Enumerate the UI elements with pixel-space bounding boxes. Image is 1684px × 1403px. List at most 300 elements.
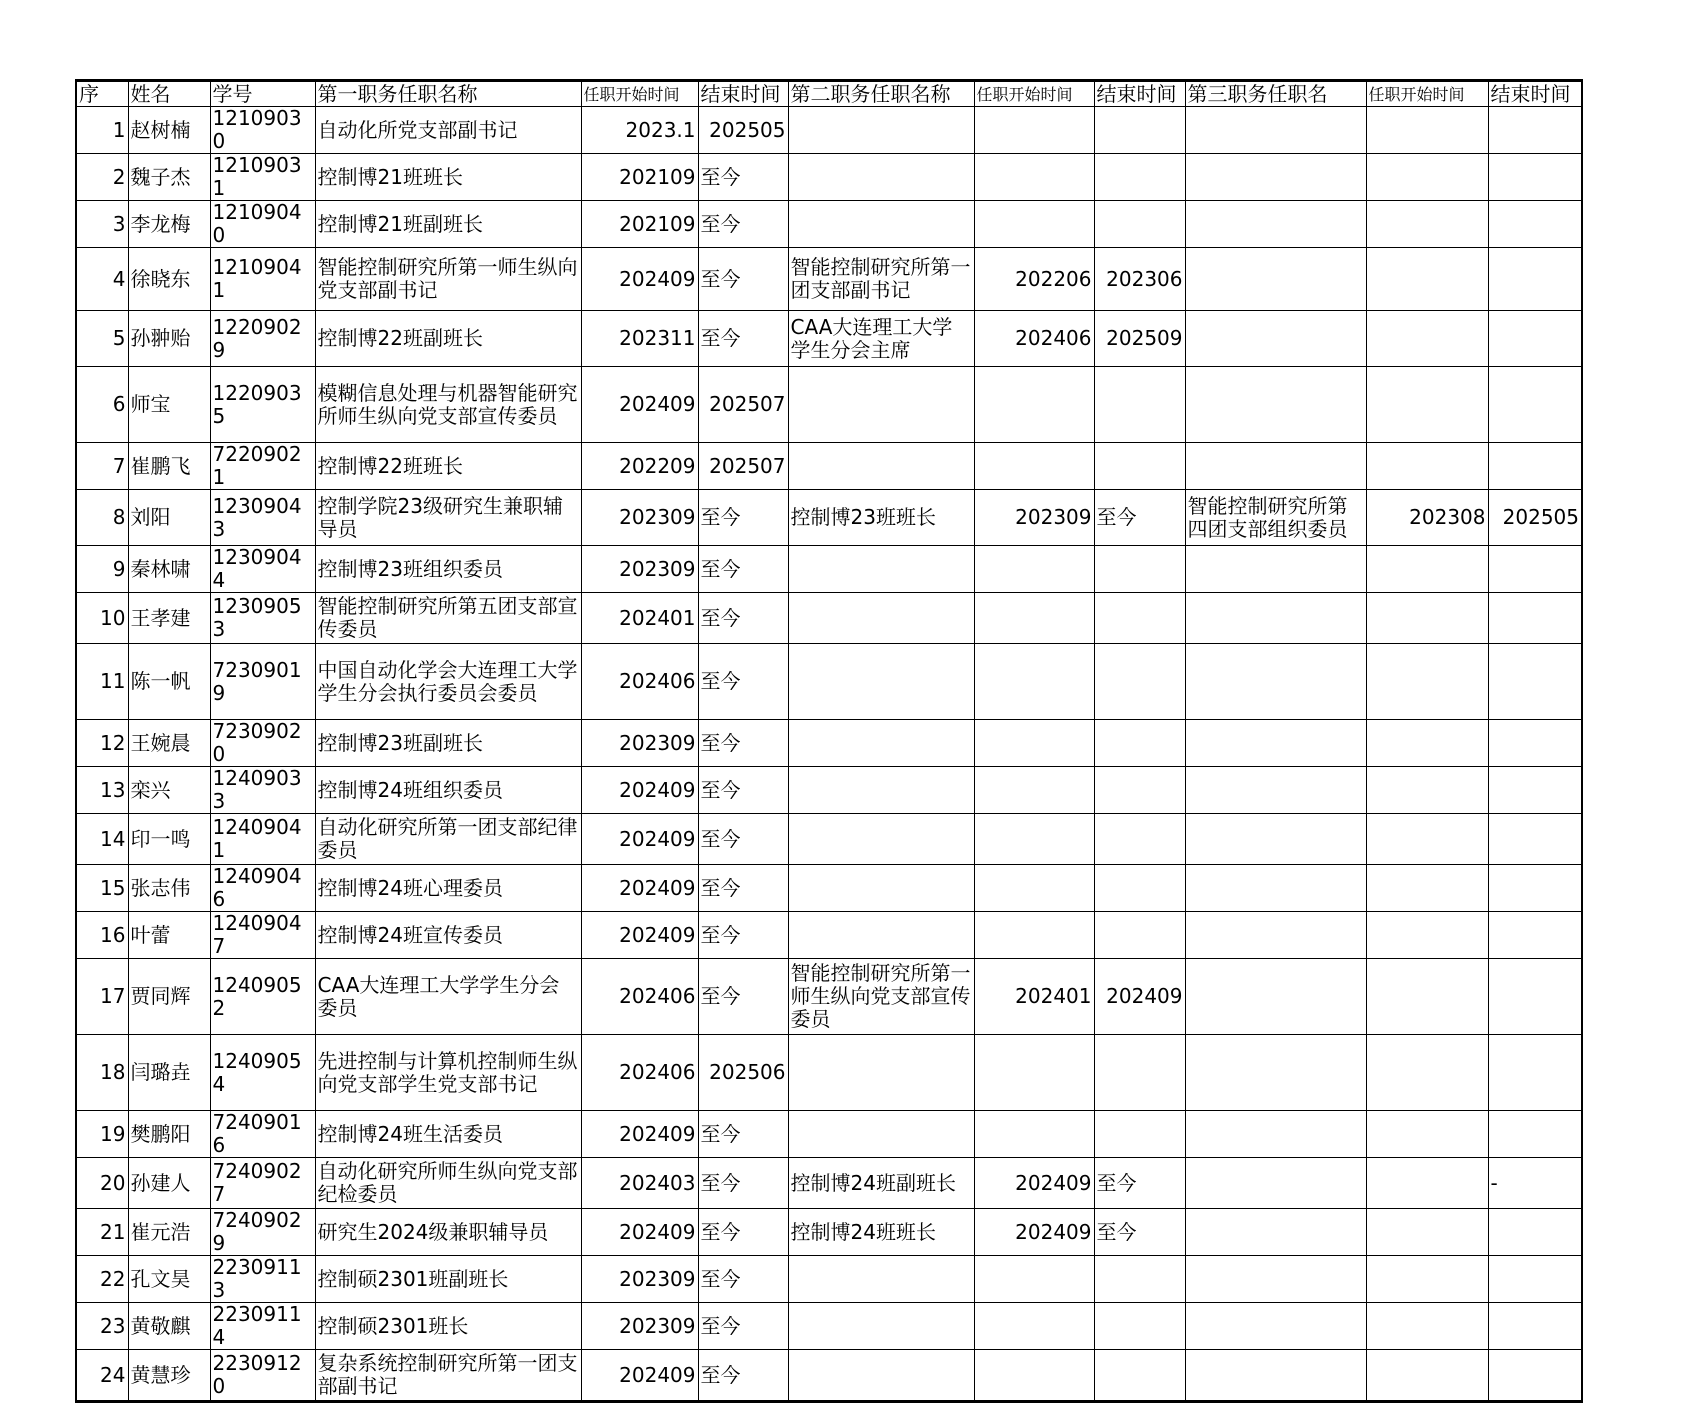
cell-duty2-title <box>788 1111 974 1158</box>
cell-duty1-title: 自动化所党支部副书记 <box>315 107 581 154</box>
cell-duty1-title: 中国自动化学会大连理工大学学生分会执行委员会委员 <box>315 644 581 720</box>
cell-duty1-end: 202506 <box>698 1035 788 1111</box>
cell-duty2-end <box>1094 367 1185 443</box>
cell-index: 15 <box>76 865 128 912</box>
cell-duty1-title: 控制硕2301班副班长 <box>315 1256 581 1303</box>
cell-duty1-start: 202409 <box>581 912 698 959</box>
cell-name: 孙翀贻 <box>128 311 210 367</box>
cell-duty1-end: 至今 <box>698 1350 788 1402</box>
cell-duty1-end: 至今 <box>698 720 788 767</box>
cell-index: 5 <box>76 311 128 367</box>
cell-duty1-start: 202309 <box>581 1303 698 1350</box>
header-duty1-title: 第一职务任职名称 <box>315 81 581 107</box>
cell-duty2-start <box>974 1350 1094 1402</box>
cell-student-id: 12109030 <box>210 107 315 154</box>
cell-duty2-end: 202509 <box>1094 311 1185 367</box>
cell-student-id: 72409029 <box>210 1209 315 1256</box>
cell-student-id: 12409054 <box>210 1035 315 1111</box>
cell-duty3-end <box>1488 720 1582 767</box>
cell-duty3-title <box>1185 248 1366 311</box>
cell-duty2-end: 202409 <box>1094 959 1185 1035</box>
cell-duty1-start: 202409 <box>581 367 698 443</box>
table-row <box>76 865 1582 912</box>
cell-duty2-start <box>974 767 1094 814</box>
cell-duty1-end: 202507 <box>698 367 788 443</box>
cell-duty2-title <box>788 546 974 593</box>
cell-duty1-start: 202311 <box>581 311 698 367</box>
cell-index: 17 <box>76 959 128 1035</box>
table-row <box>76 443 1582 490</box>
cell-duty1-start: 202409 <box>581 1350 698 1402</box>
cell-duty1-end: 至今 <box>698 311 788 367</box>
cell-index: 11 <box>76 644 128 720</box>
cell-duty1-start: 202109 <box>581 201 698 248</box>
cell-duty2-end <box>1094 1111 1185 1158</box>
cell-duty1-end: 至今 <box>698 593 788 644</box>
cell-duty3-end: 202505 <box>1488 490 1582 546</box>
cell-duty2-start <box>974 865 1094 912</box>
cell-student-id: 12309043 <box>210 490 315 546</box>
cell-duty3-end <box>1488 1303 1582 1350</box>
table-row <box>76 644 1582 720</box>
cell-index: 21 <box>76 1209 128 1256</box>
table-row <box>76 1256 1582 1303</box>
cell-duty1-start: 202409 <box>581 767 698 814</box>
cell-duty3-end <box>1488 1111 1582 1158</box>
table-row <box>76 1209 1582 1256</box>
table-row <box>76 546 1582 593</box>
cell-duty3-start <box>1366 1111 1488 1158</box>
cell-duty2-end <box>1094 1035 1185 1111</box>
cell-duty3-end <box>1488 1035 1582 1111</box>
cell-duty2-title <box>788 367 974 443</box>
table-row <box>76 912 1582 959</box>
cell-duty2-title: 控制博23班班长 <box>788 490 974 546</box>
cell-index: 6 <box>76 367 128 443</box>
cell-duty3-end <box>1488 1256 1582 1303</box>
cell-duty2-end <box>1094 767 1185 814</box>
cell-duty2-title: 控制博24班班长 <box>788 1209 974 1256</box>
cell-duty3-end <box>1488 1209 1582 1256</box>
cell-index: 22 <box>76 1256 128 1303</box>
header-duty2-end: 结束时间 <box>1094 81 1185 107</box>
cell-duty2-end <box>1094 201 1185 248</box>
cell-duty2-start <box>974 367 1094 443</box>
cell-index: 20 <box>76 1158 128 1209</box>
cell-index: 16 <box>76 912 128 959</box>
cell-duty3-title <box>1185 720 1366 767</box>
cell-name: 印一鸣 <box>128 814 210 865</box>
cell-duty1-title: 控制博22班副班长 <box>315 311 581 367</box>
cell-name: 黄敬麒 <box>128 1303 210 1350</box>
cell-name: 魏子杰 <box>128 154 210 201</box>
cell-duty1-start: 202406 <box>581 644 698 720</box>
table-row <box>76 201 1582 248</box>
cell-duty2-title <box>788 201 974 248</box>
cell-duty2-start: 202401 <box>974 959 1094 1035</box>
cell-duty3-title <box>1185 814 1366 865</box>
cell-index: 2 <box>76 154 128 201</box>
header-duty3-start: 任职开始时间 <box>1366 81 1488 107</box>
cell-duty2-title <box>788 912 974 959</box>
cell-duty3-end <box>1488 644 1582 720</box>
cell-name: 崔鹏飞 <box>128 443 210 490</box>
cell-duty2-start <box>974 1111 1094 1158</box>
cell-duty1-end: 至今 <box>698 1256 788 1303</box>
cell-name: 王婉晨 <box>128 720 210 767</box>
cell-duty2-start <box>974 912 1094 959</box>
cell-duty2-title <box>788 154 974 201</box>
cell-duty2-title <box>788 720 974 767</box>
cell-duty3-start <box>1366 546 1488 593</box>
cell-index: 10 <box>76 593 128 644</box>
cell-index: 1 <box>76 107 128 154</box>
cell-duty2-end <box>1094 443 1185 490</box>
table-row <box>76 311 1582 367</box>
cell-duty2-start <box>974 107 1094 154</box>
cell-duty3-start <box>1366 1209 1488 1256</box>
cell-duty1-start: 202409 <box>581 814 698 865</box>
cell-duty3-title <box>1185 959 1366 1035</box>
cell-duty3-title <box>1185 912 1366 959</box>
cell-duty3-start <box>1366 720 1488 767</box>
cell-duty1-title: 研究生2024级兼职辅导员 <box>315 1209 581 1256</box>
cell-duty3-title <box>1185 1303 1366 1350</box>
table-row <box>76 1035 1582 1111</box>
cell-duty1-start: 202403 <box>581 1158 698 1209</box>
cell-student-id: 72309019 <box>210 644 315 720</box>
cell-duty1-end: 至今 <box>698 248 788 311</box>
cell-duty1-title: 自动化研究所第一团支部纪律委员 <box>315 814 581 865</box>
cell-duty3-title <box>1185 1158 1366 1209</box>
cell-duty2-end <box>1094 644 1185 720</box>
cell-duty3-end <box>1488 865 1582 912</box>
cell-name: 栾兴 <box>128 767 210 814</box>
cell-duty1-title: 模糊信息处理与机器智能研究所师生纵向党支部宣传委员 <box>315 367 581 443</box>
cell-duty1-start: 202401 <box>581 593 698 644</box>
cell-duty1-title: CAA大连理工大学学生分会委员 <box>315 959 581 1035</box>
cell-duty1-title: 自动化研究所师生纵向党支部纪检委员 <box>315 1158 581 1209</box>
cell-duty3-start <box>1366 1035 1488 1111</box>
cell-duty2-title <box>788 107 974 154</box>
cell-duty1-start: 202406 <box>581 1035 698 1111</box>
cell-duty1-end: 至今 <box>698 644 788 720</box>
cell-duty1-end: 至今 <box>698 865 788 912</box>
header-duty1-start: 任职开始时间 <box>581 81 698 107</box>
cell-duty2-end <box>1094 1256 1185 1303</box>
cell-duty1-start: 202209 <box>581 443 698 490</box>
cell-name: 樊鹏阳 <box>128 1111 210 1158</box>
cell-duty2-title <box>788 767 974 814</box>
cell-name: 孙建人 <box>128 1158 210 1209</box>
cell-duty3-title <box>1185 311 1366 367</box>
cell-duty2-end <box>1094 1303 1185 1350</box>
cell-student-id: 12109041 <box>210 248 315 311</box>
cell-duty3-title <box>1185 546 1366 593</box>
cell-duty1-title: 控制博24班宣传委员 <box>315 912 581 959</box>
cell-duty3-title <box>1185 367 1366 443</box>
cell-duty2-start <box>974 814 1094 865</box>
cell-duty2-start <box>974 443 1094 490</box>
cell-name: 黄慧珍 <box>128 1350 210 1402</box>
cell-duty3-title <box>1185 201 1366 248</box>
cell-duty3-start <box>1366 248 1488 311</box>
table-row <box>76 248 1582 311</box>
cell-duty1-title: 控制硕2301班长 <box>315 1303 581 1350</box>
cell-duty3-title <box>1185 1035 1366 1111</box>
cell-duty1-title: 控制博24班心理委员 <box>315 865 581 912</box>
cell-duty3-end <box>1488 959 1582 1035</box>
header-duty1-end: 结束时间 <box>698 81 788 107</box>
cell-duty1-end: 至今 <box>698 767 788 814</box>
table-row <box>76 959 1582 1035</box>
cell-duty3-start <box>1366 107 1488 154</box>
cell-duty3-title: 智能控制研究所第四团支部组织委员 <box>1185 490 1366 546</box>
cell-duty3-title <box>1185 593 1366 644</box>
cell-student-id: 72309020 <box>210 720 315 767</box>
cell-duty1-title: 智能控制研究所第一师生纵向党支部副书记 <box>315 248 581 311</box>
cell-duty3-start <box>1366 1303 1488 1350</box>
cell-duty1-end: 至今 <box>698 546 788 593</box>
cell-duty2-end: 202306 <box>1094 248 1185 311</box>
header-duty3-end: 结束时间 <box>1488 81 1582 107</box>
cell-duty3-end <box>1488 107 1582 154</box>
cell-duty3-start <box>1366 593 1488 644</box>
cell-name: 叶蕾 <box>128 912 210 959</box>
cell-duty2-title <box>788 443 974 490</box>
cell-duty3-end <box>1488 814 1582 865</box>
cell-duty2-start <box>974 546 1094 593</box>
cell-student-id: 22309114 <box>210 1303 315 1350</box>
cell-duty1-end: 至今 <box>698 912 788 959</box>
cell-duty2-title: 控制博24班副班长 <box>788 1158 974 1209</box>
cell-student-id: 12409047 <box>210 912 315 959</box>
cell-name: 陈一帆 <box>128 644 210 720</box>
cell-duty1-start: 202309 <box>581 490 698 546</box>
cell-duty3-title <box>1185 107 1366 154</box>
cell-duty3-start <box>1366 865 1488 912</box>
cell-duty1-end: 至今 <box>698 814 788 865</box>
cell-duty3-start <box>1366 367 1488 443</box>
cell-duty2-start <box>974 1256 1094 1303</box>
cell-name: 赵树楠 <box>128 107 210 154</box>
cell-duty1-end: 至今 <box>698 959 788 1035</box>
cell-duty2-end: 至今 <box>1094 1209 1185 1256</box>
cell-duty3-end <box>1488 443 1582 490</box>
cell-name: 刘阳 <box>128 490 210 546</box>
table-row <box>76 767 1582 814</box>
cell-duty1-title: 复杂系统控制研究所第一团支部副书记 <box>315 1350 581 1402</box>
cell-student-id: 72209021 <box>210 443 315 490</box>
cell-student-id: 22309120 <box>210 1350 315 1402</box>
cell-duty3-end <box>1488 201 1582 248</box>
table-row <box>76 367 1582 443</box>
cell-student-id: 12109040 <box>210 201 315 248</box>
cell-duty2-end <box>1094 154 1185 201</box>
cell-duty2-end: 至今 <box>1094 1158 1185 1209</box>
cell-student-id: 72409016 <box>210 1111 315 1158</box>
cell-duty3-end <box>1488 154 1582 201</box>
cell-duty1-end: 至今 <box>698 1111 788 1158</box>
table-row <box>76 593 1582 644</box>
table-row <box>76 1350 1582 1402</box>
cell-duty1-title: 先进控制与计算机控制师生纵向党支部学生党支部书记 <box>315 1035 581 1111</box>
cell-duty1-start: 202409 <box>581 248 698 311</box>
cell-duty1-end: 至今 <box>698 1303 788 1350</box>
cell-duty3-start <box>1366 154 1488 201</box>
cell-index: 7 <box>76 443 128 490</box>
cell-duty1-title: 控制博23班组织委员 <box>315 546 581 593</box>
cell-index: 4 <box>76 248 128 311</box>
cell-duty1-end: 至今 <box>698 154 788 201</box>
cell-duty1-start: 202309 <box>581 546 698 593</box>
cell-student-id: 12409052 <box>210 959 315 1035</box>
cell-duty3-end <box>1488 1350 1582 1402</box>
table-row <box>76 490 1582 546</box>
cell-index: 8 <box>76 490 128 546</box>
header-name: 姓名 <box>128 81 210 107</box>
cell-index: 12 <box>76 720 128 767</box>
cell-duty1-title: 控制博24班组织委员 <box>315 767 581 814</box>
cell-duty1-title: 控制博21班副班长 <box>315 201 581 248</box>
cell-duty3-end <box>1488 311 1582 367</box>
header-duty2-start: 任职开始时间 <box>974 81 1094 107</box>
table-row <box>76 107 1582 154</box>
cell-duty3-title <box>1185 1256 1366 1303</box>
cell-duty1-end: 至今 <box>698 490 788 546</box>
cell-duty1-end: 至今 <box>698 1209 788 1256</box>
cell-duty2-start <box>974 1303 1094 1350</box>
cell-duty1-title: 控制博23班副班长 <box>315 720 581 767</box>
header-duty2-title: 第二职务任职名称 <box>788 81 974 107</box>
cell-name: 贾同辉 <box>128 959 210 1035</box>
cell-index: 3 <box>76 201 128 248</box>
cell-index: 19 <box>76 1111 128 1158</box>
cell-duty1-title: 控制学院23级研究生兼职辅导员 <box>315 490 581 546</box>
cell-duty1-start: 2023.1 <box>581 107 698 154</box>
cell-duty1-start: 202406 <box>581 959 698 1035</box>
header-student-id: 学号 <box>210 81 315 107</box>
table-row <box>76 814 1582 865</box>
cell-duty3-end <box>1488 912 1582 959</box>
cell-duty2-end <box>1094 814 1185 865</box>
cell-duty2-start: 202206 <box>974 248 1094 311</box>
cell-duty2-end <box>1094 107 1185 154</box>
cell-duty2-title <box>788 814 974 865</box>
cell-duty3-end <box>1488 546 1582 593</box>
cell-duty2-end <box>1094 912 1185 959</box>
cell-duty2-end <box>1094 865 1185 912</box>
header-index: 序 <box>76 81 128 107</box>
cell-duty1-start: 202409 <box>581 1209 698 1256</box>
cell-duty1-title: 控制博22班班长 <box>315 443 581 490</box>
cell-duty3-title <box>1185 767 1366 814</box>
cell-name: 徐晓东 <box>128 248 210 311</box>
table-row <box>76 1303 1582 1350</box>
cell-duty3-start <box>1366 443 1488 490</box>
cell-student-id: 12409033 <box>210 767 315 814</box>
roster-table <box>75 79 1583 1403</box>
cell-duty1-end: 至今 <box>698 1158 788 1209</box>
table-row <box>76 1111 1582 1158</box>
cell-student-id: 22309113 <box>210 1256 315 1303</box>
cell-duty3-end <box>1488 248 1582 311</box>
table-row <box>76 154 1582 201</box>
cell-duty3-end <box>1488 367 1582 443</box>
table-row <box>76 720 1582 767</box>
cell-student-id: 12109031 <box>210 154 315 201</box>
cell-duty2-title: 智能控制研究所第一团支部副书记 <box>788 248 974 311</box>
cell-duty3-end: - <box>1488 1158 1582 1209</box>
cell-duty3-start: 202308 <box>1366 490 1488 546</box>
cell-duty2-title <box>788 1035 974 1111</box>
cell-duty3-start <box>1366 767 1488 814</box>
cell-duty2-title <box>788 1303 974 1350</box>
cell-duty2-title <box>788 865 974 912</box>
cell-duty3-start <box>1366 1256 1488 1303</box>
cell-duty2-title <box>788 644 974 720</box>
cell-duty2-end: 至今 <box>1094 490 1185 546</box>
cell-duty3-end <box>1488 767 1582 814</box>
cell-student-id: 12309053 <box>210 593 315 644</box>
cell-name: 李龙梅 <box>128 201 210 248</box>
cell-duty2-start <box>974 1035 1094 1111</box>
cell-duty3-start <box>1366 912 1488 959</box>
cell-duty2-title <box>788 1350 974 1402</box>
cell-duty3-title <box>1185 865 1366 912</box>
cell-duty3-start <box>1366 814 1488 865</box>
cell-index: 14 <box>76 814 128 865</box>
cell-duty2-start <box>974 201 1094 248</box>
cell-duty2-title: 智能控制研究所第一师生纵向党支部宣传委员 <box>788 959 974 1035</box>
cell-student-id: 12209035 <box>210 367 315 443</box>
cell-name: 崔元浩 <box>128 1209 210 1256</box>
cell-name: 王孝建 <box>128 593 210 644</box>
cell-duty2-title <box>788 1256 974 1303</box>
cell-duty1-end: 202505 <box>698 107 788 154</box>
cell-index: 23 <box>76 1303 128 1350</box>
cell-duty1-end: 至今 <box>698 201 788 248</box>
cell-duty2-start <box>974 154 1094 201</box>
cell-duty3-title <box>1185 154 1366 201</box>
table-row <box>76 1158 1582 1209</box>
cell-name: 孔文昊 <box>128 1256 210 1303</box>
cell-duty1-start: 202109 <box>581 154 698 201</box>
cell-student-id: 72409027 <box>210 1158 315 1209</box>
cell-index: 13 <box>76 767 128 814</box>
cell-duty2-start: 202409 <box>974 1158 1094 1209</box>
cell-duty1-start: 202309 <box>581 1256 698 1303</box>
cell-duty1-end: 202507 <box>698 443 788 490</box>
cell-duty3-start <box>1366 1158 1488 1209</box>
cell-duty3-title <box>1185 1350 1366 1402</box>
cell-name: 师宝 <box>128 367 210 443</box>
cell-duty2-start: 202409 <box>974 1209 1094 1256</box>
cell-duty1-start: 202409 <box>581 1111 698 1158</box>
cell-student-id: 12309044 <box>210 546 315 593</box>
cell-duty3-title <box>1185 644 1366 720</box>
cell-duty1-title: 控制博24班生活委员 <box>315 1111 581 1158</box>
cell-duty3-title <box>1185 443 1366 490</box>
cell-duty3-start <box>1366 1350 1488 1402</box>
cell-duty2-start: 202406 <box>974 311 1094 367</box>
cell-name: 张志伟 <box>128 865 210 912</box>
cell-duty3-title <box>1185 1209 1366 1256</box>
cell-student-id: 12209029 <box>210 311 315 367</box>
cell-duty1-start: 202309 <box>581 720 698 767</box>
cell-duty1-title: 控制博21班班长 <box>315 154 581 201</box>
cell-duty3-start <box>1366 311 1488 367</box>
